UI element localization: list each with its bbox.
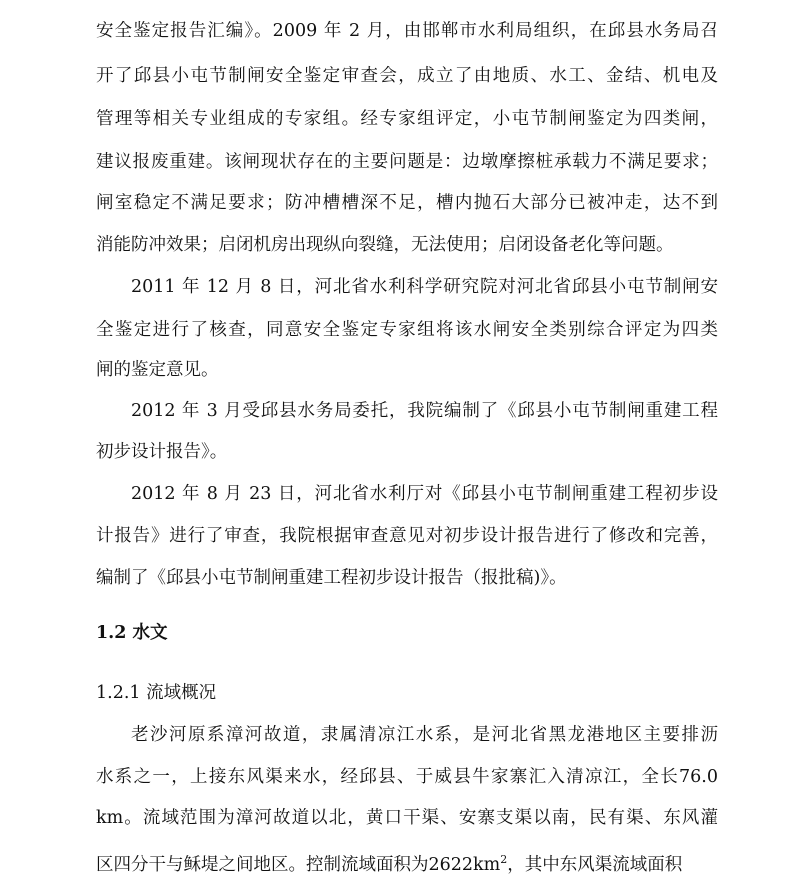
section-heading: 1.2 水文 [96,623,168,643]
paragraph-line: 消能防冲效果；启闭机房出现纵向裂缝，无法使用；启闭设备老化等问题。 [96,235,674,255]
paragraph-line: 开了邱县小屯节制闸安全鉴定审查会，成立了由地质、水工、金结、机电及 [96,66,718,86]
paragraph-line: 2011 年 12 月 8 日，河北省水利科学研究院对河北省邱县小屯节制闸安 [131,277,718,297]
paragraph-line: 水系之一，上接东风渠来水，经邱县、于威县牛家寨汇入清凉江，全长76.0 [96,767,718,787]
paragraph-line: 安全鉴定报告汇编》。2009 年 2 月，由邯郸市水利局组织，在邱县水务局召 [96,21,718,41]
area-text-tail: ，其中东风渠流域面积 [507,854,683,875]
area-text: 区四分干与稣堤之间地区。控制流域面积为2622km [96,854,501,875]
paragraph-line: 初步设计报告》。 [96,442,228,462]
paragraph-line: 全鉴定进行了核查，同意安全鉴定专家组将该水闸安全类别综合评定为四类 [96,320,718,340]
paragraph-line: 建议报废重建。该闸现状存在的主要问题是：边墩摩擦桩承载力不满足要求； [96,152,718,172]
paragraph-line: 2012 年 8 月 23 日，河北省水利厅对《邱县小屯节制闸重建工程初步设 [131,484,718,504]
paragraph-line: km。流域范围为漳河故道以北，黄口干渠、安寨支渠以南，民有渠、东风灌 [96,808,718,828]
paragraph-line: 闸的鉴定意见。 [96,360,219,380]
paragraph-line: 老沙河原系漳河故道，隶属清凉江水系，是河北省黑龙港地区主要排沥 [131,725,718,745]
paragraph-line: 闸室稳定不满足要求；防冲槽槽深不足，槽内抛石大部分已被冲走，达不到 [96,193,718,213]
paragraph-line: 编制了《邱县小屯节制闸重建工程初步设计报告（报批稿)》。 [96,568,567,588]
superscript-exponent: 2 [500,853,508,866]
subsection-heading: 1.2.1 流域概况 [96,683,217,703]
paragraph-line: 计报告》进行了审查，我院根据审查意见对初步设计报告进行了修改和完善， [96,526,718,546]
paragraph-line: 2012 年 3 月受邱县水务局委托，我院编制了《邱县小屯节制闸重建工程 [131,401,718,421]
paragraph-line: 管理等相关专业组成的专家组。经专家组评定，小屯节制闸鉴定为四类闸， [96,109,718,129]
paragraph-line [96,848,718,877]
